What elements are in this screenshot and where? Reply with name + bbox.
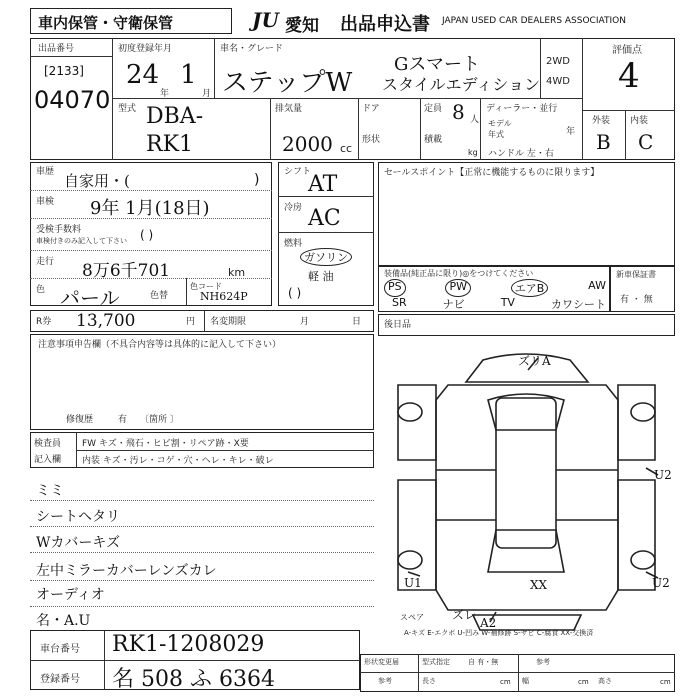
inspector-label2: 記入欄 — [34, 455, 62, 465]
interior-label: 内装 — [630, 116, 649, 126]
drive-4wd: 4WD — [546, 76, 570, 87]
recycle-value: 13,700 — [76, 311, 136, 331]
car-name-label: 車名・グレード — [220, 44, 284, 54]
height-unit: cm — [660, 678, 671, 686]
new-warranty-label: 新車保証書 — [616, 270, 656, 279]
note-line: オーディオ — [36, 587, 105, 603]
reg-month: 1 — [180, 60, 197, 90]
color-code-label: 色コード — [190, 282, 222, 291]
equip-airbag: エアB — [511, 279, 549, 297]
name-change-label: 名変期限 — [210, 317, 247, 327]
ref-label: 参考 — [536, 658, 550, 666]
note-line: シートヘタリ — [36, 509, 120, 525]
chassis-value: RK1-1208029 — [112, 632, 265, 657]
color-code: NH624P — [200, 290, 248, 303]
color-value: パール — [60, 286, 120, 310]
capacity-label: 定員 — [424, 104, 443, 114]
mark-a2: A2 — [480, 616, 497, 630]
car-name: ステップW — [222, 68, 353, 98]
diagram-legend: A-キズ E-エクボ U-凹み W-補修跡 S-サビ C-腐食 XX-交換済 — [404, 629, 594, 637]
mark-zure: ズレ — [452, 608, 477, 622]
displacement-label: 排気量 — [275, 104, 303, 114]
mileage-unit: km — [228, 266, 246, 279]
inspector-fw-line: FW キズ・飛石・ヒビ割・リペア跡・X要 — [82, 439, 249, 449]
displacement-unit: cc — [340, 142, 353, 155]
grade-score: 4 — [618, 56, 640, 96]
reg-year-unit: 年 — [160, 89, 170, 99]
form-change-label: 形状変更届 — [364, 658, 399, 666]
fuel-label: 燃料 — [284, 239, 303, 249]
exterior-grade: B — [596, 130, 611, 154]
equip-aw: AW — [588, 279, 606, 292]
repair-label: 修復歴 — [66, 415, 94, 425]
plate-value: 名 508 ふ 6364 — [112, 667, 275, 692]
length-unit: cm — [500, 678, 511, 686]
repair-value: 有 — [118, 415, 128, 425]
history-label: 車歴 — [36, 167, 55, 177]
notes-label: 注意事項申告欄（不具合内容等は具体的に記入して下さい） — [38, 340, 282, 350]
mark-right-upper: U2 — [654, 468, 672, 482]
dealer-label: ディーラー・並行 — [486, 104, 558, 114]
equip-ps: PS — [384, 279, 406, 297]
lot-label: 出品番号 — [38, 44, 75, 54]
length-label: 長さ — [422, 677, 436, 685]
receipt-sub-label: 車検付きのみ記入して下さい — [36, 237, 127, 245]
equip-leather: カワシート — [550, 298, 606, 311]
width-unit: cm — [578, 678, 589, 686]
receipt-label: 受検手数料 — [36, 225, 82, 235]
model-year-label: モデル — [488, 119, 512, 128]
equipment-row1 — [384, 279, 606, 297]
door-label: ドア — [362, 104, 380, 114]
sales-point-label: セールスポイント【正常に機能するものに限ります】 — [384, 168, 600, 178]
exterior-label: 外装 — [592, 116, 611, 126]
form-title: 出品申込書 — [340, 14, 430, 35]
note-line: ミミ — [36, 483, 64, 499]
height-label: 高さ — [598, 677, 612, 685]
equip-pw: PW — [445, 279, 471, 297]
mileage-label: 走行 — [36, 257, 55, 267]
equip-navi: ナビ — [442, 298, 465, 311]
capacity: 8 — [452, 100, 465, 124]
equipment-row2 — [392, 296, 606, 312]
plate-label: 登録番号 — [40, 674, 80, 685]
mark-spare: スペア — [400, 613, 424, 622]
mark-left-lower: U1 — [404, 576, 422, 590]
equipment-label: 装備品(純正品に限り)◎をつけてください — [384, 269, 534, 278]
lot-number: 04070 — [34, 86, 111, 114]
change-suffix: 自 有・無 — [468, 658, 499, 666]
history-close: ) — [254, 172, 260, 188]
org-name: 愛知 — [285, 16, 319, 36]
model-year-label2: 年式 — [488, 130, 504, 139]
aircon-value: AC — [308, 206, 341, 231]
recycle-label: R券 — [36, 317, 52, 327]
shift-label: シフト — [284, 167, 312, 177]
recycle-unit: 円 — [186, 317, 196, 327]
width-label: 幅 — [522, 677, 529, 685]
equip-sr: SR — [392, 296, 407, 309]
receipt-paren: ( ) — [140, 228, 154, 242]
note-line: 名・A.U — [36, 613, 91, 629]
ju-logo: JU — [252, 8, 279, 32]
inspector-interior-line: 内装 キズ・汚レ・コゲ・穴・ヘレ・キレ・破レ — [82, 456, 274, 466]
later-block — [378, 314, 675, 336]
handle-label: ハンドル 左・右 — [488, 149, 554, 159]
car-grade-line1: Gスマート — [394, 54, 481, 75]
car-damage-diagram — [378, 340, 675, 640]
color-label: 色 — [36, 285, 46, 295]
note-line: 左中ミラーカバーレンズカレ — [36, 563, 217, 579]
equip-tv: TV — [500, 296, 515, 309]
new-warranty-value: 有 ・ 無 — [620, 295, 653, 305]
name-change-month: 月 — [300, 317, 310, 327]
later-label: 後日品 — [384, 320, 412, 330]
load-unit: kg — [468, 148, 478, 157]
aircon-label: 冷房 — [284, 203, 303, 213]
history-value: 自家用・( — [64, 172, 130, 190]
lot-sub-number: [2133] — [44, 64, 84, 78]
mark-right-lower: U2 — [652, 576, 670, 590]
note-line: Wカバーキズ — [36, 535, 121, 551]
model-year-unit: 年 — [566, 127, 576, 137]
displacement: 2000 — [282, 132, 333, 156]
chassis-label: 車台番号 — [40, 644, 80, 655]
inspector-label1: 検査員 — [34, 439, 62, 449]
inspection-label: 車検 — [36, 197, 55, 207]
drive-2wd: 2WD — [546, 56, 570, 67]
interior-grade: C — [638, 130, 654, 154]
shift-value: AT — [308, 172, 338, 197]
association-name: JAPAN USED CAR DEALERS ASSOCIATION — [442, 16, 626, 26]
top-block — [30, 38, 675, 160]
fuel-gasoline: ガソリン — [300, 248, 352, 266]
capacity-unit: 人 — [470, 115, 480, 125]
mark-top: ズリA — [518, 354, 551, 368]
grade-label: 評価点 — [612, 45, 642, 56]
form-cert-label: 型式指定 — [422, 658, 450, 666]
repair-paren: 〔箇所 〕 — [140, 415, 179, 425]
model-prefix: DBA- — [146, 104, 204, 129]
fuel-paren: ( ) — [288, 286, 302, 300]
name-change-day: 日 — [352, 317, 362, 327]
inspection-value: 9年 1月(18日) — [90, 198, 210, 219]
approved-label: 参考 — [378, 677, 392, 685]
shape-label: 形状 — [362, 135, 381, 145]
model-label: 型式 — [118, 104, 137, 114]
fuel-diesel: 軽 油 — [308, 270, 334, 283]
first-reg-label: 初度登録年月 — [118, 44, 173, 54]
storage-label: 車内保管・守衛保管 — [38, 14, 174, 32]
car-grade-line2: スタイルエディション — [382, 75, 541, 94]
mileage-value: 8万6千701 — [82, 261, 171, 281]
reg-month-unit: 月 — [202, 89, 212, 99]
load-label: 積載 — [424, 135, 443, 145]
model-code: RK1 — [146, 132, 193, 157]
color-change-label: 色替 — [150, 291, 169, 301]
reg-year: 24 — [126, 60, 160, 90]
mark-rear-center: XX — [530, 578, 548, 592]
